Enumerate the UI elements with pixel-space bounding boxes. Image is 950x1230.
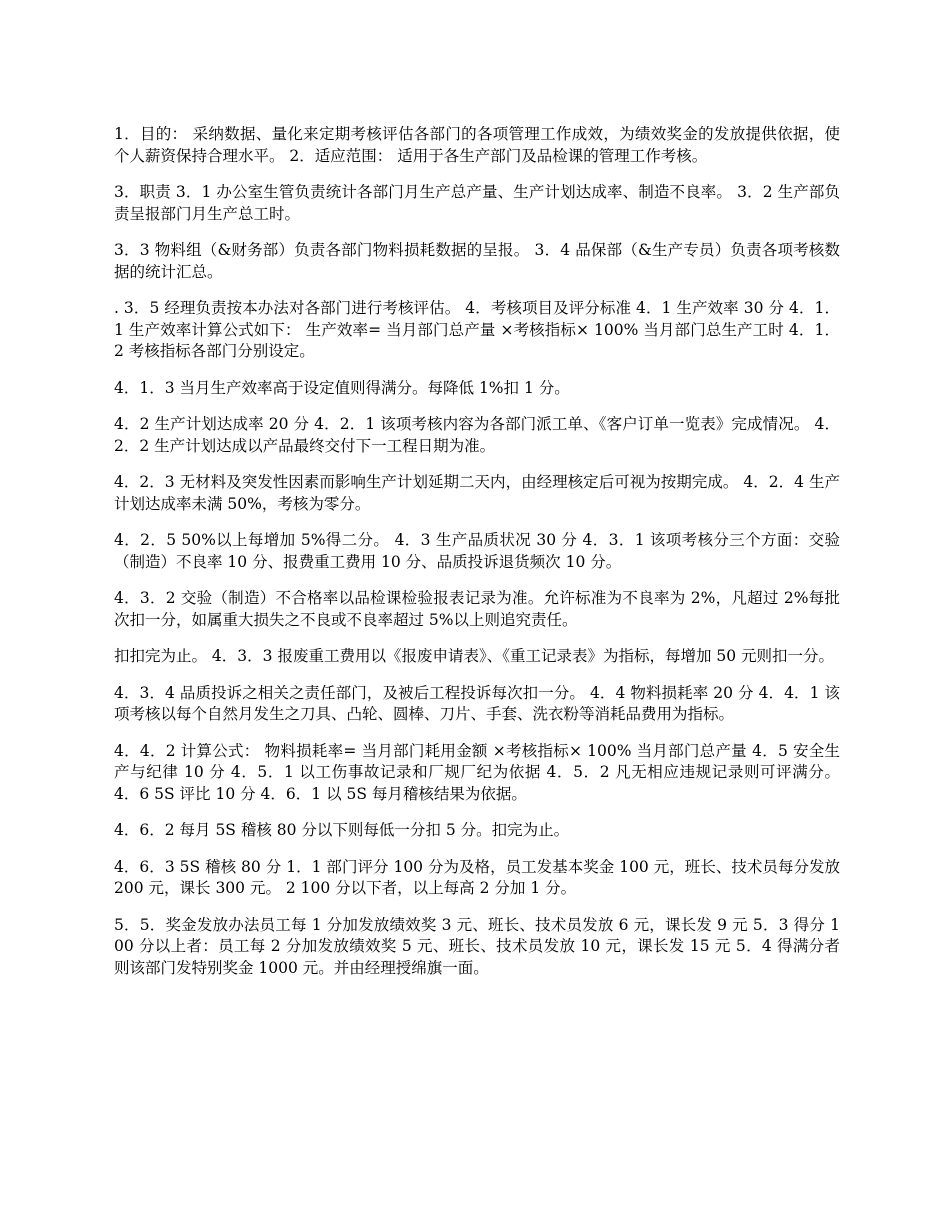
document-body <box>114 124 840 994</box>
paragraph-purpose: 1．目的： 采纳数据、量化来定期考核评估各部门的各项管理工作成效，为绩效奖金的发放提供依据，使个人薪资保持合理水平。 2．适应范围： 适用于各生产部门及品检课的管理工作考核。 <box>114 125 840 165</box>
paragraph-plan-achievement: 4．2 生产计划达成率 20 分 4．2．1 该项考核内容为各部门派工单、《客户订单一览表》完成情况。 4．2．2 生产计划达成以产品最终交付下一工程日期为准。 <box>114 415 840 455</box>
paragraph-scrap-rework: 扣扣完为止。 4．3．3 报废重工费用以《报废申请表》、《重工记录表》为指标，每增加 50 元则扣一分。 <box>114 647 835 665</box>
paragraph-5s-bonus: 4．6．3 5S 稽核 80 分 1．1 部门评分 100 分为及格，员工发基本奖金 100 元，班长、技术员每分发放 200 元，课长 300 元。 2 100 分以下者，以上每高 2 分加 1 分。 <box>114 857 840 897</box>
paragraph-bonus-payout: 5．5．奖金发放办法员工每 1 分加发放绩效奖 3 元、班长、技术员发放 6 元，课长发 9 元 5．3 得分 100 分以上者：员工每 2 分加发放绩效奖 5 元、班长、技术员发放 10 元，课长发 15 元 5．4 得满分者则该部门发特别奖金 1000 元。并由经理授绵旗一面。 <box>114 915 840 977</box>
paragraph-material-group: 3．3 物料组（&财务部）负责各部门物料损耗数据的呈报。 3．4 品保部（&生产专员）负责各项考核数据的统计汇总。 <box>114 241 840 281</box>
paragraph-5s-audit: 4．6．2 每月 5S 稽核 80 分以下则每低一分扣 5 分。扣完为止。 <box>114 821 570 839</box>
paragraph-complaints-material: 4．3．4 品质投诉之相关之责任部门，及被后工程投诉每次扣一分。 4．4 物料损耗率 20 分 4．4．1 该项考核以每个自然月发生之刀具、凸轮、圆棒、刀片、手套、洗衣粉等消耗品费用为指标。 <box>114 683 840 723</box>
paragraph-efficiency-scoring: 4．1．3 当月生产效率高于设定值则得满分。每降低 1%扣 1 分。 <box>114 378 570 397</box>
paragraph-defect-rate: 4．3．2 交验（制造）不合格率以品检课检验报表记录为准。允许标准为不良率为 2%，凡超过 2%每批次扣一分，如属重大损失之不良或不良率超过 5%以上则追究责任。 <box>114 589 840 629</box>
paragraph-quality-status: 4．2．5 50%以上每增加 5%得二分。 4．3 生产品质状况 30 分 4．3．1 该项考核分三个方面：交验（制造）不良率 10 分、报费重工费用 10 分、品质投诉退货频次 10 分。 <box>114 531 840 571</box>
paragraph-responsibilities: 3．职责 3．1 办公室生管负责统计各部门月生产总产量、生产计划达成率、制造不良率。 3．2 生产部负责呈报部门月生产总工时。 <box>114 183 840 223</box>
paragraph-plan-delay: 4．2．3 无材料及突发性因素而影响生产计划延期二天内，由经理核定后可视为按期完成。 4．2．4 生产计划达成率未满 50%，考核为零分。 <box>114 473 840 513</box>
paragraph-production-efficiency: . 3．5 经理负责按本办法对各部门进行考核评估。 4．考核项目及评分标准 4．1 生产效率 30 分 4．1．1 生产效率计算公式如下： 生产效率= 当月部门总产量 ×考核指标× 100% 当月部门总生产工时 4．1．2 考核指标各部门分别设定。 <box>114 299 840 360</box>
paragraph-loss-formula-safety: 4．4．2 计算公式： 物料损耗率= 当月部门耗用金额 ×考核指标× 100% 当月部门总产量 4．5 安全生产与纪律 10 分 4．5．1 以工伤事故记录和厂规厂纪为依据 4．5．2 凡无相应违规记录则可评满分。 4．6 5S 评比 10 分 4．6．1 以 5S 每月稽核结果为依据。 <box>114 741 840 803</box>
